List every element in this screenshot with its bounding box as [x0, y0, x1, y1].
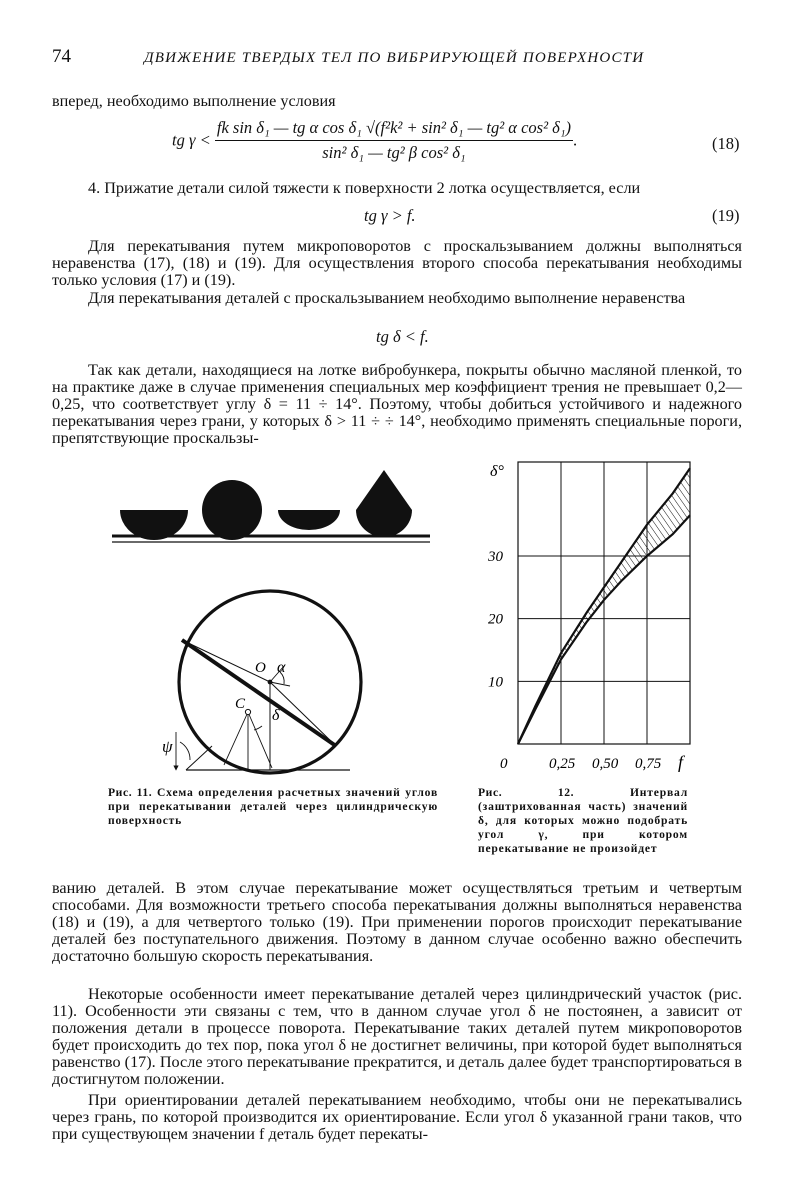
cylinder-diagram: [162, 591, 361, 773]
label-psi: ψ: [162, 737, 173, 756]
y-tick-label: 20: [488, 611, 503, 628]
page-number: 74: [52, 46, 71, 67]
x-tick-label: 0,25: [549, 756, 576, 772]
label-c: C: [235, 696, 246, 712]
intro-line: вперед, необходимо выполнение условия: [52, 92, 336, 110]
paragraph-6: При ориентировании деталей перекатыванием необходимо, чтобы они не перекатывались через грань, по которой производится их ориентирование. Если угол δ указанной грани таков, что при существующем значении f деталь будет перекаты-: [52, 1091, 742, 1143]
figure-12-caption-text: Интервал (заштрихованная часть) значений δ, для которых можно подобрать угол γ, при котором перекатывание не произойдет: [478, 786, 689, 855]
eq18-numerator: fk sin δ₁ — tg α cos δ₁ √(f²k² + sin² δ₁ — tg² α cos² δ₁): [215, 118, 573, 141]
paragraph-1: Для перекатывания путем микроповоротов с проскальзыванием должны выполняться неравенства (17), (18) и (19). Для осуществления второго способа перекатывания необходимы только условия (17) и (19).: [52, 237, 742, 289]
figure-11-caption-text: Схема определения расчетных значений углов при перекатывании деталей через цилиндрическую поверхность: [108, 786, 439, 827]
paragraph-5: Некоторые особенности имеет перекатывание деталей через цилиндрический участок (рис. 11). Особенности эти связаны с тем, что в данном случае угол δ не постоянен, а зависит от положения детали в процессе поворота. Перекатывание таких деталей путем микроповоротов будет происходить до тех пор, пока угол δ не достигнет величины, при которой будет выполняться равенство (17). После этого перекатывание прекратится, и деталь далее будет транспортироваться в достигнутом положении.: [52, 985, 742, 1088]
eq18-fraction: [215, 118, 573, 163]
origin-label: 0: [500, 756, 508, 772]
eq18-lhs: tg γ <: [172, 130, 211, 150]
chart-ticks: [487, 549, 662, 772]
label-delta: δ: [272, 707, 280, 724]
figure-11: [100, 460, 440, 780]
y-axis-label: δ°: [490, 463, 504, 480]
y-tick-label: 30: [488, 549, 503, 565]
figure-12-chart: [470, 452, 710, 782]
paragraph-3: Так как детали, находящиеся на лотке вибробункера, покрыты обычно масляной пленкой, то на практике даже в случае применения специальных мер коэффициент трения не превышает 0,2—0,25, что соответствует углу δ = 11 ÷ 14°. Поэтому, чтобы добиться устойчивого и надежного перекатывания через грани, у которых δ > 11 ÷ ÷ 14°, необходимо применять специальные пороги, препятствующие проскальзы-: [52, 361, 742, 447]
running-title: ДВИЖЕНИЕ ТВЕРДЫХ ТЕЛ ПО ВИБРИРУЮЩЕЙ ПОВЕРХНОСТИ: [144, 50, 645, 66]
x-tick-label: 0,75: [635, 756, 662, 772]
item-4: 4. Прижатие детали силой тяжести к поверхности 2 лотка осуществляется, если: [88, 179, 641, 197]
paragraph-4: ванию деталей. В этом случае перекатывание может осуществляться третьим и четвертым способами. Для возможности третьего способа перекатывания должны выполняться неравенства (18) и (19), а для четвертого только (19). При применении порогов происходит перекатывание деталей без поступательного движения. Поэтому в данном случае особенно важно обеспечить достаточно большую скорость перекатывания.: [52, 879, 742, 965]
eq18-denominator: sin² δ₁ — tg² β cos² δ₁: [322, 143, 466, 162]
equation-19: tg γ > f.: [364, 206, 416, 225]
x-tick-label: 0,50: [592, 756, 619, 772]
x-axis-label: f: [678, 752, 684, 772]
label-alpha: α: [277, 659, 286, 676]
page-header: [52, 46, 752, 72]
figure-12-caption: [478, 786, 688, 856]
figure-11-caption-label: Рис. 11.: [108, 786, 153, 799]
label-o: O: [255, 660, 266, 676]
part-cone-sphere: [356, 470, 412, 537]
eq18-number: (18): [712, 134, 740, 153]
equation-delta: tg δ < f.: [376, 327, 429, 346]
paragraph-2: Для перекатывания деталей с проскальзыванием необходимо выполнение неравенства: [88, 289, 686, 307]
eq18-tail: .: [573, 130, 578, 150]
figure-11-caption: [108, 786, 438, 828]
y-tick-label: 10: [488, 674, 503, 691]
part-flat-bowl: [278, 510, 340, 530]
equation-18: [172, 118, 577, 163]
eq19-number: (19): [712, 206, 740, 225]
figure-12-caption-label: Рис. 12.: [478, 786, 575, 799]
part-sphere: [202, 480, 262, 540]
